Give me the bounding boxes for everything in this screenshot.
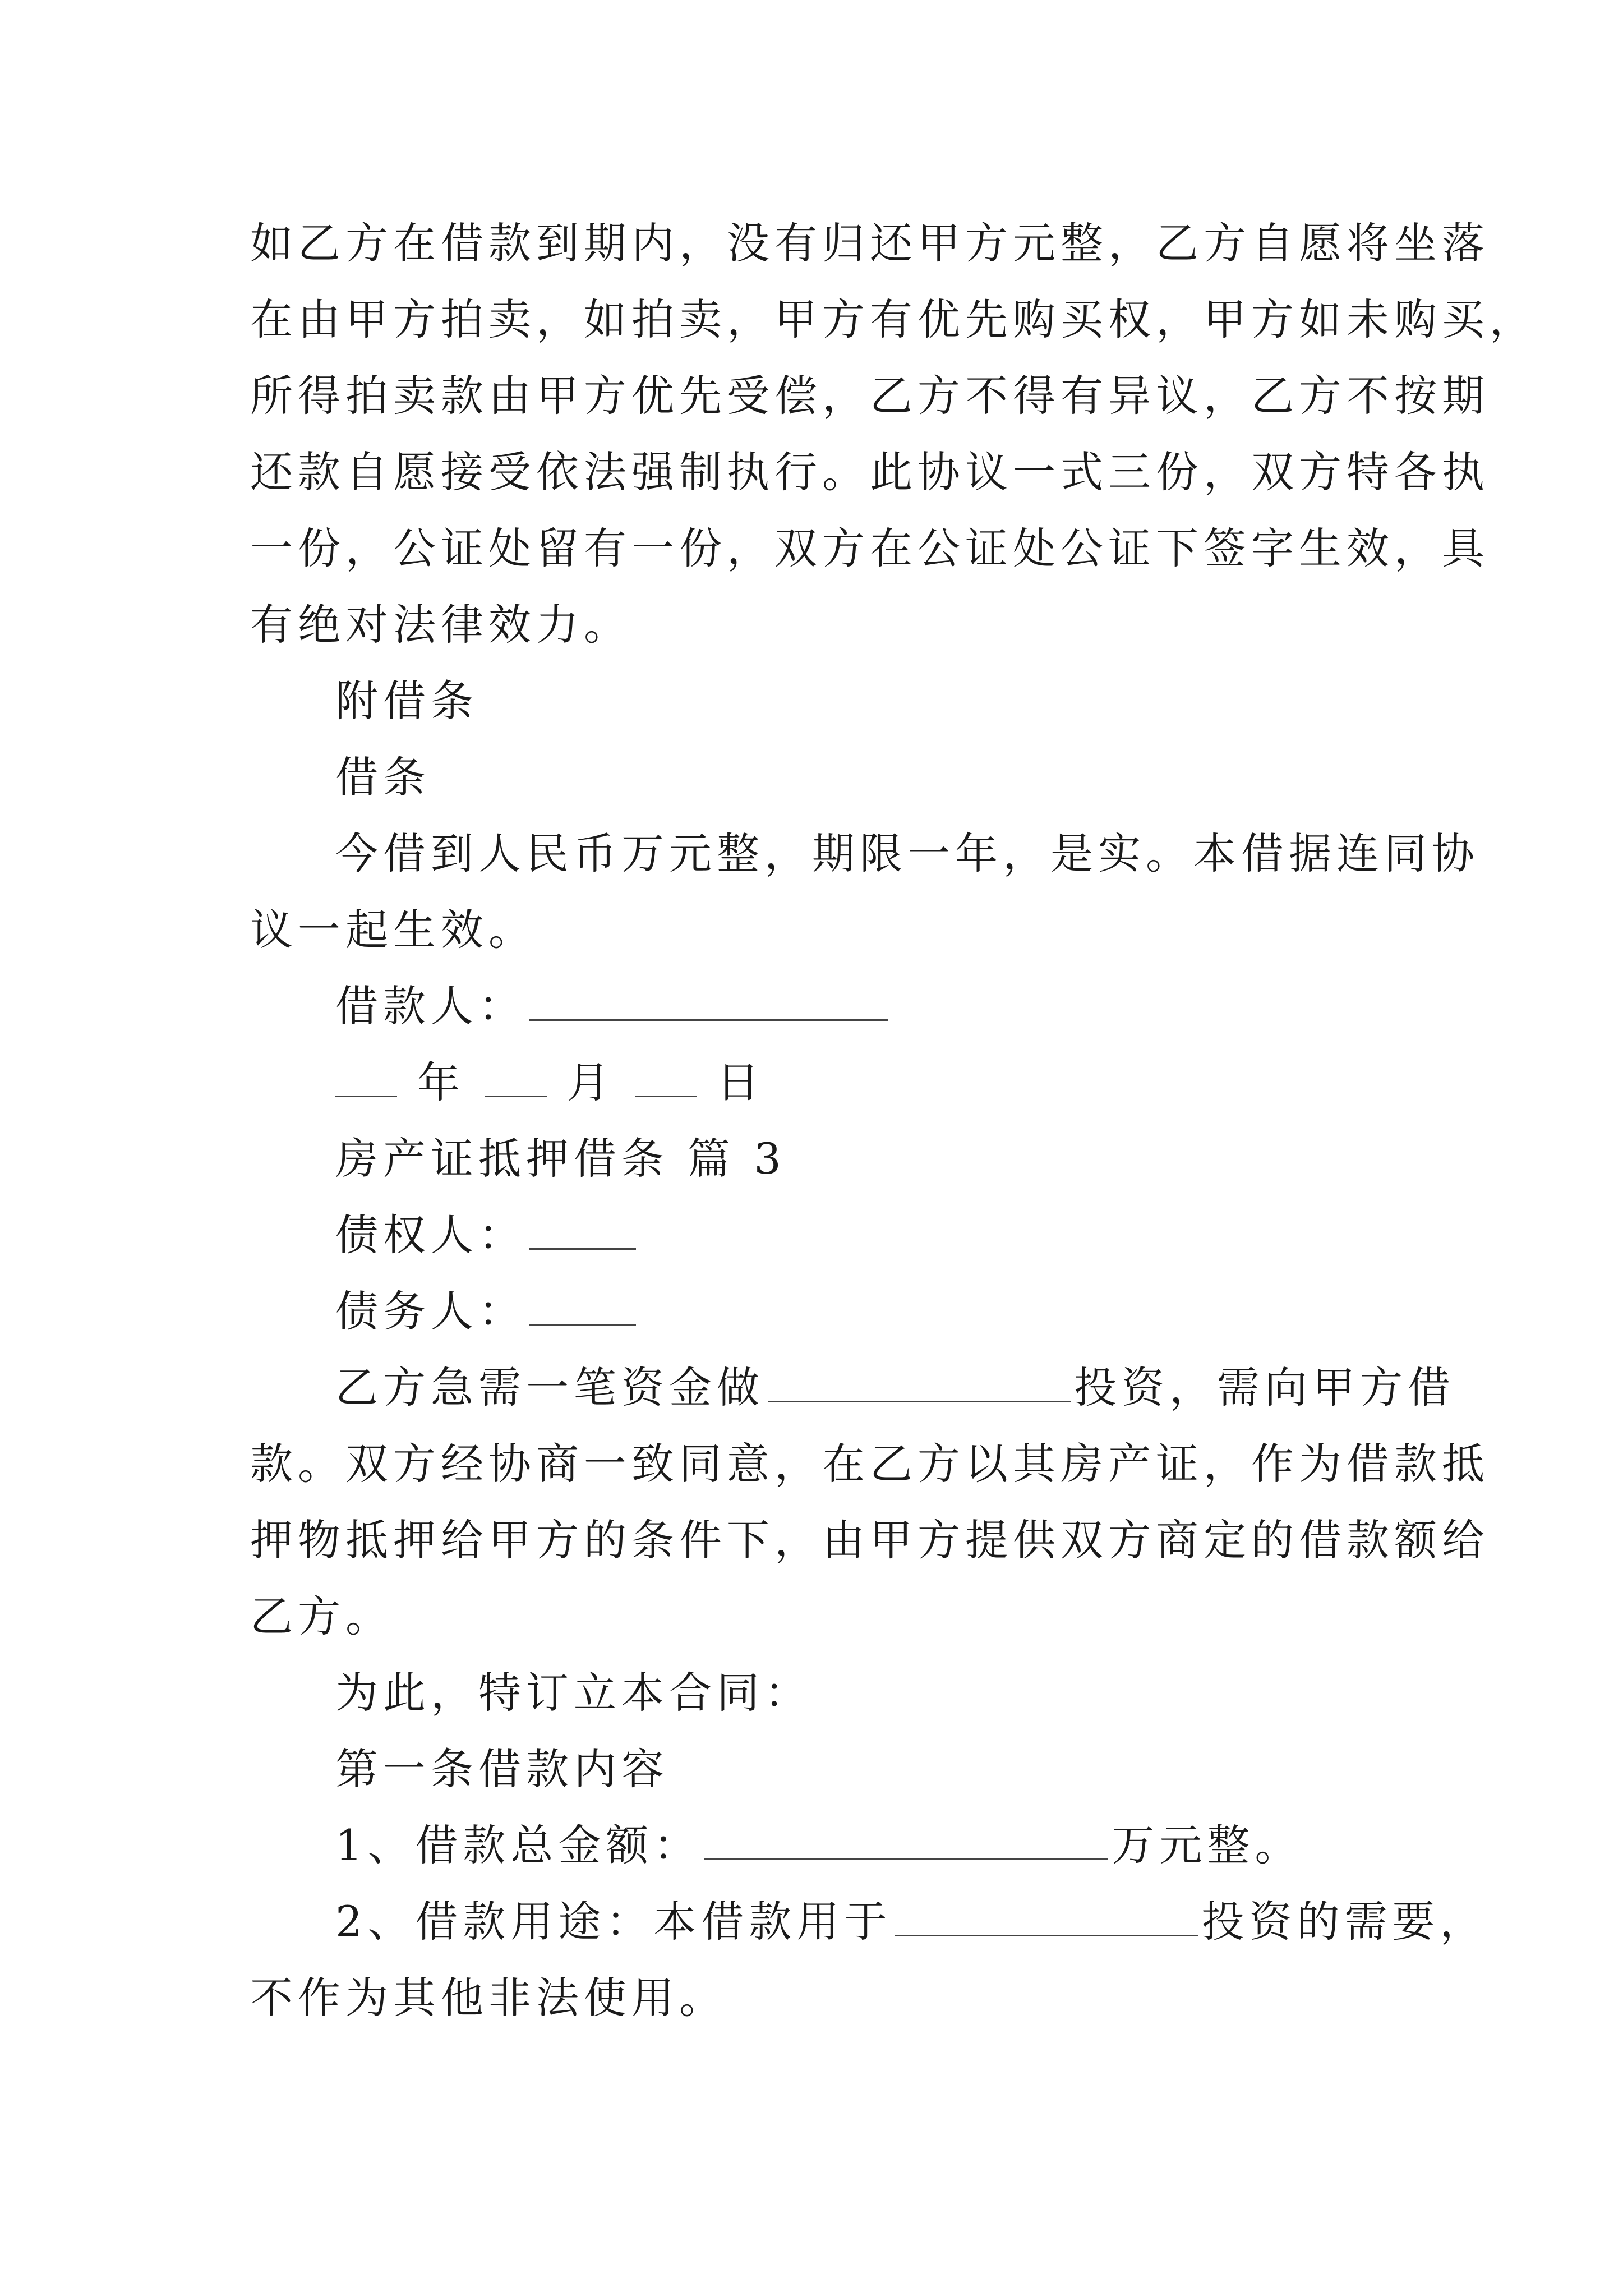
loan-amount-suffix: 万元整。	[1112, 1820, 1303, 1870]
loan-amount-label: 1、借款总金额：	[335, 1820, 702, 1870]
creditor-label: 债权人：	[335, 1210, 526, 1260]
day-blank	[635, 1059, 697, 1097]
paragraph-line: 款。双方经协商一致同意，在乙方以其房产证，作为借款抵	[250, 1439, 1490, 1489]
section-title: 房产证抵押借条 篇 3	[335, 1134, 786, 1184]
loan-purpose-blank	[895, 1898, 1198, 1936]
date-line	[335, 1043, 1479, 1122]
debtor-line	[335, 1272, 1479, 1351]
paragraph-line: 议一起生效。	[250, 905, 536, 955]
contract-intro: 为此，特订立本合同：	[335, 1668, 812, 1718]
day-label: 日	[717, 1057, 764, 1107]
paragraph-text: 投资，需向甲方借	[1074, 1363, 1455, 1412]
creditor-name-blank	[529, 1211, 636, 1250]
note-title: 借条	[335, 752, 431, 802]
article-title: 第一条借款内容	[335, 1744, 669, 1794]
paragraph-line: 押物抵押给甲方的条件下，由甲方提供双方商定的借款额给	[250, 1515, 1490, 1565]
investment-blank	[768, 1364, 1071, 1402]
month-label: 月	[567, 1057, 615, 1107]
paragraph-line: 乙方。	[250, 1591, 393, 1641]
debtor-name-blank	[529, 1287, 636, 1326]
loan-purpose-label: 2、借款用途：本借款用于	[335, 1897, 892, 1947]
paragraph-line: 今借到人民币万元整，期限一年，是实。本借据连同协	[335, 829, 1479, 878]
paragraph-line: 所得拍卖款由甲方优先受偿，乙方不得有异议，乙方不按期	[250, 371, 1490, 421]
paragraph-line: 一份，公证处留有一份，双方在公证处公证下签字生效，具	[250, 523, 1490, 573]
year-blank	[335, 1059, 397, 1097]
year-label: 年	[417, 1057, 465, 1107]
paragraph-text: 乙方急需一笔资金做	[335, 1363, 764, 1412]
borrower-signature-line	[335, 967, 1479, 1046]
loan-purpose-line	[335, 1883, 1488, 1961]
paragraph-line: 不作为其他非法使用。	[250, 1973, 727, 2023]
loan-amount-line	[335, 1806, 1479, 1885]
month-blank	[485, 1059, 547, 1097]
loan-purpose-suffix: 投资的需要，	[1201, 1897, 1488, 1947]
paragraph-line: 还款自愿接受依法强制执行。此协议一式三份，双方特各执	[250, 447, 1490, 497]
creditor-line	[335, 1196, 1479, 1274]
debtor-label: 债务人：	[335, 1286, 526, 1336]
paragraph-line	[335, 1349, 1479, 1427]
attached-note-label: 附借条	[335, 676, 478, 726]
paragraph-line: 如乙方在借款到期内，没有归还甲方元整，乙方自愿将坐落	[250, 218, 1490, 268]
paragraph-line: 有绝对法律效力。	[250, 600, 631, 650]
borrower-label: 借款人：	[335, 981, 526, 1031]
paragraph-line: 在由甲方拍卖，如拍卖，甲方有优先购买权，甲方如未购买，	[250, 295, 1537, 344]
loan-amount-blank	[704, 1821, 1108, 1860]
borrower-name-blank	[529, 982, 888, 1021]
